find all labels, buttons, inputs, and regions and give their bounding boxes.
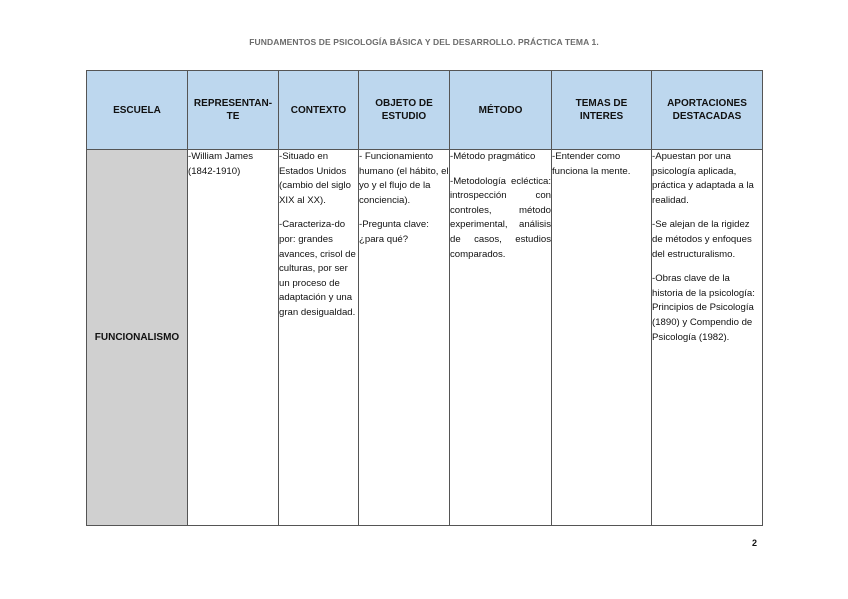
aportaciones-paragraph-2: -Se alejan de la rigidez de métodos y enfoques del estructuralismo. [652, 219, 752, 260]
cell-escuela: FUNCIONALISMO [87, 150, 188, 526]
header-metodo-label: MÉTODO [478, 104, 523, 116]
aportaciones-paragraph-3: -Obras clave de la historia de la psicología: Principios de Psicología (1890) y Compendio de Psicología (1982). [652, 273, 755, 343]
header-aportaciones-line2: DESTACADAS [672, 111, 742, 122]
header-metodo [450, 71, 552, 150]
metodo-paragraph-1: -Método pragmático [450, 151, 536, 162]
cell-temas [552, 150, 652, 526]
header-contexto [279, 71, 359, 150]
header-aportaciones-line1: APORTACIONES [667, 98, 747, 109]
cell-objeto [359, 150, 450, 526]
aportaciones-paragraph-1: -Apuestan por una psicología aplicada, práctica y adaptada a la realidad. [652, 151, 754, 206]
temas-text: -Entender como funciona la mente. [552, 151, 631, 177]
contexto-paragraph-2: -Caracteriza-do por: grandes avances, crisol de culturas, por ser un proceso de adaptación y una gran desigualdad. [279, 219, 356, 318]
representante-text: -William James (1842-1910) [188, 151, 254, 177]
table-row [87, 150, 763, 526]
cell-contexto [279, 150, 359, 526]
objeto-paragraph-1: - Funcionamiento humano (el hábito, el yo y el flujo de la conciencia). [359, 151, 449, 206]
cell-aportaciones [652, 150, 763, 526]
page-number: 2 [752, 538, 758, 548]
objeto-paragraph-2: -Pregunta clave: ¿para qué? [359, 219, 429, 245]
metodo-paragraph-2: -Metodología ecléctica: introspección con controles, método experimental, análisis de casos, estudios comparados. [450, 175, 551, 260]
header-temas-line2: INTERES [579, 111, 624, 122]
header-escuela [87, 71, 188, 150]
page-header: FUNDAMENTOS DE PSICOLOGÍA BÁSICA Y DEL DESARROLLO. PRÁCTICA TEMA 1. [249, 37, 599, 47]
header-aportaciones [652, 71, 763, 150]
header-representante [188, 71, 279, 150]
header-representante-line2: TE [226, 111, 240, 122]
header-contexto-label: CONTEXTO [290, 104, 347, 116]
header-temas [552, 71, 652, 150]
psychology-schools-table [86, 70, 763, 526]
header-representante-line1: REPRESENTAN- [193, 98, 273, 109]
header-temas-line1: TEMAS DE [575, 98, 628, 109]
table-header-row [87, 71, 763, 150]
contexto-paragraph-1: -Situado en Estados Unidos (cambio del siglo XIX al XX). [279, 151, 351, 206]
header-objeto [359, 71, 450, 150]
header-objeto-line1: OBJETO DE [375, 98, 433, 109]
header-objeto-line2: ESTUDIO [381, 111, 427, 122]
cell-metodo [450, 150, 552, 526]
cell-representante [188, 150, 279, 526]
header-escuela-label: ESCUELA [113, 104, 161, 116]
